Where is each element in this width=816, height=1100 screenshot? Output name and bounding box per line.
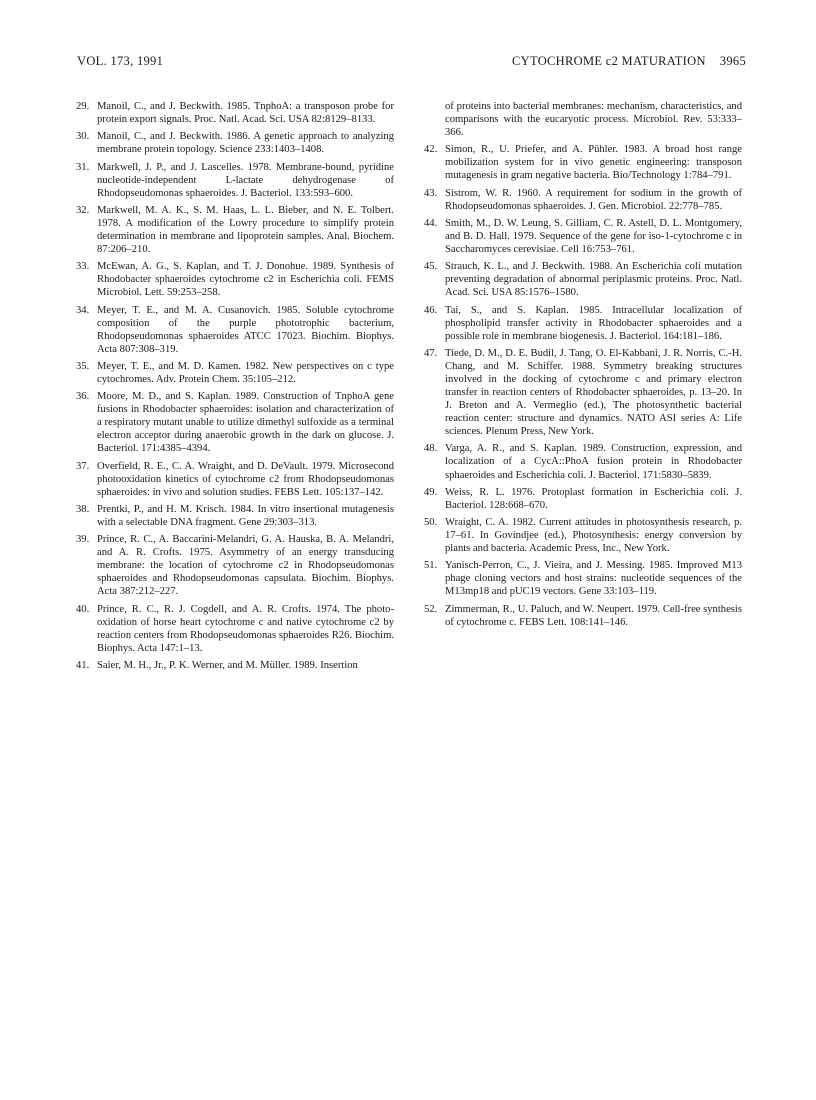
- reference-text: Prince, R. C., R. J. Cogdell, and A. R. Crofts. 1974. The photo-oxidation of horse heart cytochrome c and native cytochrome c2 by reaction centers from Rhodopseudomonas sphaeroides R26. Biochim. Biophys. Acta 147:1–13.: [97, 603, 394, 654]
- reference-entry: [76, 161, 394, 200]
- reference-number: 46.: [424, 304, 438, 316]
- reference-entry: [424, 603, 742, 629]
- reference-entry: [76, 460, 394, 499]
- reference-text: Saier, M. H., Jr., P. K. Werner, and M. Müller. 1989. Insertion: [97, 660, 358, 672]
- reference-number: 48.: [424, 443, 438, 455]
- reference-text: Moore, M. D., and S. Kaplan. 1989. Construction of TnphoA gene fusions in Rhodobacter sphaeroides: isolation and characterization of a respiratory mutant unable to utilize dimethyl sulfoxide as a terminal electron acceptor during anaerobic growth in the dark on glucose. J. Bacteriol. 171:4385–4394.: [97, 391, 394, 455]
- reference-text: McEwan, A. G., S. Kaplan, and T. J. Donohue. 1989. Synthesis of Rhodobacter sphaeroides cytochrome c2 in Escherichia coli. FEMS Microbiol. Lett. 59:253–258.: [97, 261, 394, 299]
- reference-entry: [424, 187, 742, 213]
- reference-number: 52.: [424, 603, 438, 615]
- reference-text: Markwell, J. P., and J. Lascelles. 1978. Membrane-bound, pyridine nucleotide-independent L-lactate dehydrogenase of Rhodopseudomonas sphaeroides. J. Bacteriol. 133:593–600.: [97, 161, 394, 199]
- reference-number: 45.: [424, 261, 438, 273]
- reference-number: 50.: [424, 517, 438, 529]
- reference-entry: [76, 390, 394, 455]
- reference-entry: [76, 130, 394, 156]
- reference-entry: [424, 486, 742, 512]
- page-number: 3965: [719, 54, 746, 68]
- reference-text: Yanisch-Perron, C., J. Vieira, and J. Messing. 1985. Improved M13 phage cloning vectors and host strains: nucleotide sequences of the M13mp18 and pUC19 vectors. Gene 33:103–119.: [445, 560, 742, 598]
- reference-entry: [76, 360, 394, 386]
- reference-entry: [424, 559, 742, 598]
- reference-number: 33.: [76, 261, 90, 273]
- reference-entry: [424, 260, 742, 299]
- reference-number: 30.: [76, 131, 90, 143]
- reference-entry: [76, 304, 394, 356]
- reference-entry: [424, 100, 742, 139]
- reference-number: 36.: [76, 391, 90, 403]
- reference-entry: [424, 516, 742, 555]
- reference-number: 38.: [76, 504, 90, 515]
- reference-text: Tai, S., and S. Kaplan. 1985. Intracellular localization of phospholipid transfer activity in Rhodobacter sphaeroides and a possible role in membrane biogenesis. J. Bacteriol. 164:181–186.: [445, 304, 742, 342]
- reference-text: Markwell, M. A. K., S. M. Haas, L. L. Bieber, and N. E. Tolbert. 1978. A modification of the Lowry procedure to simplify protein determination in membrane and lipoprotein samples. Anal. Biochem. 87:206–210.: [97, 204, 394, 256]
- reference-entry: [76, 100, 394, 126]
- reference-entry: [424, 143, 742, 182]
- reference-number: 39.: [76, 534, 90, 546]
- reference-entry: [76, 503, 394, 529]
- reference-entry: [76, 533, 394, 598]
- references-left-column: [76, 100, 394, 676]
- reference-number: 31.: [76, 161, 90, 173]
- reference-entry: [76, 603, 394, 655]
- reference-text: Zimmerman, R., U. Paluch, and W. Neupert. 1979. Cell-free synthesis of cytochrome c. FEBS Lett. 108:141–146.: [445, 603, 742, 628]
- reference-text: Weiss, R. L. 1976. Protoplast formation in Escherichia coli. J. Bacteriol. 128:668–670.: [445, 486, 742, 511]
- reference-number: 41.: [76, 660, 90, 672]
- reference-entry: [76, 659, 394, 672]
- reference-number: 43.: [424, 187, 438, 199]
- reference-text: Overfield, R. E., C. A. Wraight, and D. DeVault. 1979. Microsecond photooxidation kinetics of cytochrome c2 from Rhodopseudomonas sphaeroides: in vivo and solution studies. FEBS Lett. 105:137–142.: [97, 460, 394, 498]
- reference-text: Smith, M., D. W. Leung, S. Gilliam, C. R. Astell, D. L. Montgomery, and B. D. Hall. 1979. Sequence of the gene for iso-1-cytochrome c in Saccharomyces cerevisiae. Cell 16:753–761.: [445, 217, 742, 256]
- reference-text: Prentki, P., and H. M. Krisch. 1984. In vitro insertional mutagenesis with a selectable DNA fragment. Gene 29:303–313.: [97, 504, 394, 529]
- running-title-block: [512, 54, 746, 69]
- reference-number: 37.: [76, 460, 90, 472]
- reference-number: 47.: [424, 347, 438, 359]
- reference-number: 34.: [76, 304, 90, 316]
- reference-text: Meyer, T. E., and M. D. Kamen. 1982. New perspectives on c type cytochromes. Adv. Protein Chem. 35:105–212.: [97, 360, 394, 386]
- reference-number: 40.: [76, 603, 90, 615]
- reference-number: 35.: [76, 360, 90, 372]
- reference-entry: [424, 217, 742, 256]
- reference-number: 42.: [424, 144, 438, 156]
- reference-text: Simon, R., U. Priefer, and A. Pühler. 1983. A broad host range mobilization system for in vivo genetic engineering: transposon mutagenesis in gram negative bacteria. Bio/Technology 1:784–791.: [445, 144, 742, 182]
- reference-text: of proteins into bacterial membranes: mechanism, characteristics, and comparisons with the eucaryotic process. Microbiol. Rev. 53:333–366.: [445, 101, 742, 139]
- reference-text: Strauch, K. L., and J. Beckwith. 1988. An Escherichia coli mutation preventing degradation of abnormal periplasmic proteins. Proc. Natl. Acad. Sci. USA 85:1576–1580.: [445, 261, 742, 299]
- reference-number: 51.: [424, 560, 438, 572]
- reference-text: Prince, R. C., A. Baccarini-Melandri, G. A. Hauska, B. A. Melandri, and A. R. Crofts. 1975. Asymmetry of an energy transducing membrane: the location of cytochrome c2 in Rhodopseudomonas sphaeroides and Rhodopseudomonas capsulata. Biochim. Biophys. Acta 387:212–227.: [97, 534, 394, 598]
- reference-number: 32.: [76, 204, 90, 216]
- reference-text: Wraight, C. A. 1982. Current attitudes in photosynthesis research, p. 17–61. In Govindjee (ed.), Photosynthesis: energy conversion by plants and bacteria. Academic Press, Inc., New York.: [445, 517, 742, 555]
- reference-text: Varga, A. R., and S. Kaplan. 1989. Construction, expression, and localization of a CycA::PhoA fusion protein in Rhodobacter sphaeroides and Escherichia coli. J. Bacteriol. 171:5830–5839.: [445, 443, 742, 481]
- reference-text: Tiede, D. M., D. E. Budil, J. Tang, O. El-Kabbani, J. R. Norris, C.-H. Chang, and M. Schiffer. 1988. Symmetry breaking structures involved in the docking of cytochrome c and primary electron transfer in reaction centers of Rhodobacter sphaeroides, p. 13–20. In J. Breton and A. Vermeglio (ed.), The photosynthetic bacterial reaction center: structure and dynamics. NATO ASI series A: Life sciences. Plenum Press, New York.: [445, 347, 742, 438]
- running-title: CYTOCHROME c2 MATURATION: [512, 54, 706, 68]
- reference-entry: [76, 260, 394, 299]
- reference-entry: [424, 347, 742, 438]
- reference-number: 44.: [424, 217, 438, 229]
- reference-text: Meyer, T. E., and M. A. Cusanovich. 1985. Soluble cytochrome composition of the purple phototrophic bacterium, Rhodopseudomonas sphaeroides ATCC 17023. Biochim. Biophys. Acta 807:308–319.: [97, 304, 394, 355]
- reference-number: 49.: [424, 486, 438, 498]
- reference-entry: [76, 204, 394, 256]
- reference-text: Sistrom, W. R. 1960. A requirement for sodium in the growth of Rhodopseudomonas sphaeroides. J. Gen. Microbiol. 22:778–785.: [445, 187, 742, 212]
- reference-entry: [424, 304, 742, 343]
- reference-text: Manoil, C., and J. Beckwith. 1986. A genetic approach to analyzing membrane protein topology. Science 233:1403–1408.: [97, 131, 394, 156]
- reference-text: Manoil, C., and J. Beckwith. 1985. TnphoA: a transposon probe for protein export signals. Proc. Natl. Acad. Sci. USA 82:8129–8133.: [97, 101, 394, 126]
- running-header: [77, 54, 746, 72]
- references-right-column: [424, 100, 742, 633]
- reference-number: 29.: [76, 101, 90, 112]
- volume-label: VOL. 173, 1991: [77, 54, 164, 68]
- reference-entry: [424, 442, 742, 481]
